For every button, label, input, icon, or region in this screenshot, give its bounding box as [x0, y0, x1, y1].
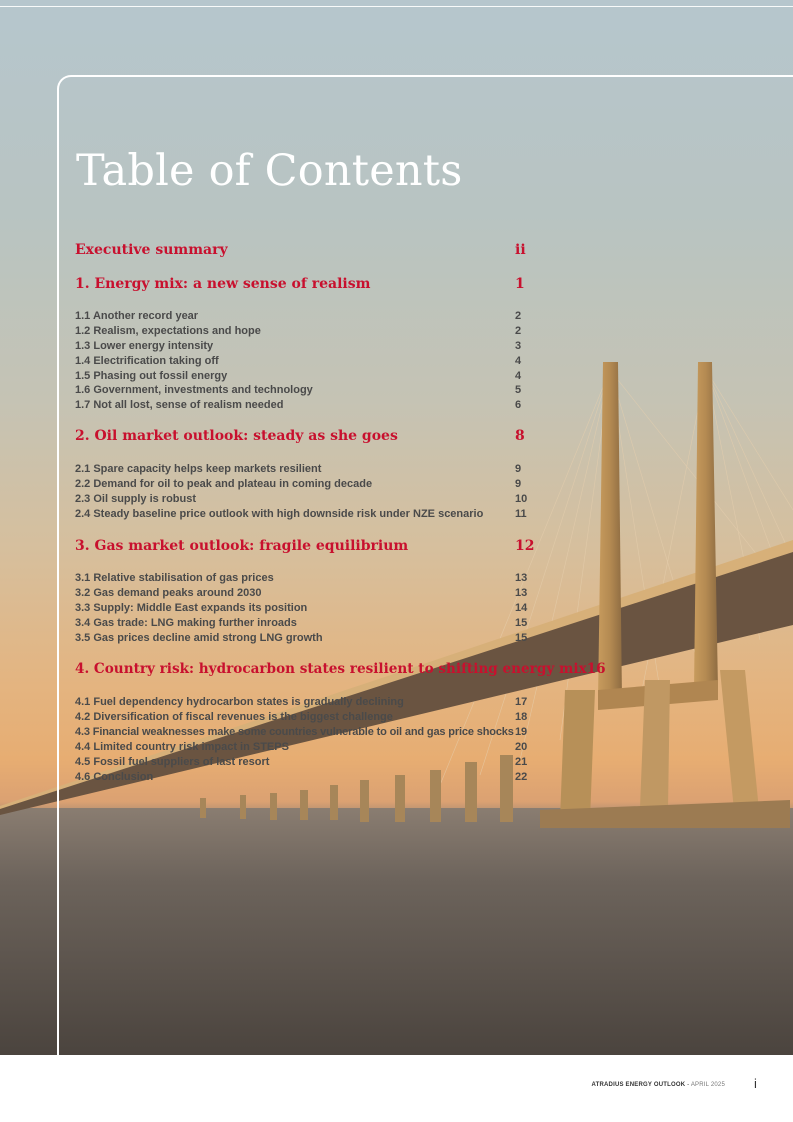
- toc-entry-label: 4.4 Limited country risk impact in STEPS: [75, 741, 289, 753]
- toc-entry-page: 4: [515, 370, 522, 382]
- toc-entry-page: 9: [515, 478, 522, 490]
- toc-entry[interactable]: [75, 478, 535, 490]
- toc-entry-label: 4.2 Diversification of fiscal revenues is the biggest challenge: [75, 711, 393, 723]
- toc-entry[interactable]: [75, 741, 535, 753]
- toc-entry-label: 3.4 Gas trade: LNG making further inroads: [75, 617, 297, 629]
- toc-entry-page: 15: [515, 617, 528, 629]
- toc-entry[interactable]: [75, 428, 535, 444]
- toc-entry[interactable]: [75, 726, 535, 738]
- toc-entry-label: 3. Gas market outlook: fragile equilibrium: [75, 538, 409, 554]
- toc-entry-label: 1.7 Not all lost, sense of realism needed: [75, 399, 284, 411]
- footer-brand: [592, 1082, 725, 1088]
- toc-entry-page: 9: [515, 463, 522, 475]
- toc-entry-page: 2: [515, 310, 522, 322]
- page-number: i: [754, 1076, 757, 1091]
- toc-entry-page: 13: [515, 572, 528, 584]
- toc-entry[interactable]: [75, 661, 606, 677]
- toc-entry-page: ii: [515, 242, 526, 258]
- toc-entry-label: 1.2 Realism, expectations and hope: [75, 325, 261, 337]
- toc-entry[interactable]: [75, 572, 535, 584]
- toc-entry-page: 15: [515, 632, 528, 644]
- toc-entry-page: 8: [515, 428, 525, 444]
- toc-entry[interactable]: [75, 242, 535, 258]
- toc-entry-label: 2.4 Steady baseline price outlook with high downside risk under NZE scenario: [75, 508, 484, 520]
- toc-entry[interactable]: [75, 696, 535, 708]
- toc-entry[interactable]: [75, 370, 535, 382]
- footer-date: APRIL 2025: [690, 1082, 725, 1088]
- toc-entry[interactable]: [75, 310, 535, 322]
- toc-entry[interactable]: [75, 463, 535, 475]
- toc-entry[interactable]: [75, 756, 535, 768]
- toc-entry-label: 2.1 Spare capacity helps keep markets resilient: [75, 463, 322, 475]
- toc-entry-label: 1.6 Government, investments and technology: [75, 384, 313, 396]
- toc-entry-label: 4.1 Fuel dependency hydrocarbon states is gradually declining: [75, 696, 404, 708]
- toc-entry-page: 14: [515, 602, 528, 614]
- toc-entry[interactable]: [75, 538, 535, 554]
- toc-entry-page: 13: [515, 587, 528, 599]
- toc-entry[interactable]: [75, 617, 535, 629]
- toc-entry-page: 1: [515, 276, 525, 292]
- toc-entry-page: 22: [515, 771, 528, 783]
- toc-entry-label: 2.2 Demand for oil to peak and plateau in coming decade: [75, 478, 373, 490]
- toc-entry-label: 1.3 Lower energy intensity: [75, 340, 214, 352]
- toc-entry-page: 17: [515, 696, 528, 708]
- toc-entry-label: 3.3 Supply: Middle East expands its position: [75, 602, 308, 614]
- toc-entry-page: 11: [515, 508, 527, 520]
- toc-entry-page: 10: [515, 493, 528, 505]
- toc-entry[interactable]: [75, 711, 535, 723]
- toc-entry-page: 4: [515, 355, 522, 367]
- toc-entry-label: 3.1 Relative stabilisation of gas prices: [75, 572, 274, 584]
- toc-entry-page: 16: [586, 661, 606, 677]
- toc-entry-page: 19: [515, 726, 527, 738]
- footer-separator: -: [685, 1082, 691, 1088]
- toc-entry[interactable]: [75, 587, 535, 599]
- toc-entry-label: Executive summary: [75, 242, 228, 258]
- toc-entry[interactable]: [75, 493, 535, 505]
- toc-entry-label: 1.1 Another record year: [75, 310, 199, 322]
- toc-entry-label: 1.4 Electrification taking off: [75, 355, 219, 367]
- toc-entry-label: 3.2 Gas demand peaks around 2030: [75, 587, 262, 599]
- toc-entry-label: 2. Oil market outlook: steady as she goes: [75, 428, 398, 444]
- toc-entry-label: 1. Energy mix: a new sense of realism: [75, 276, 371, 292]
- footer-brand-name: ATRADIUS ENERGY OUTLOOK: [591, 1082, 686, 1088]
- toc-entry[interactable]: [75, 602, 535, 614]
- toc-entry-page: 20: [515, 741, 528, 753]
- toc-entry-page: 18: [515, 711, 528, 723]
- toc-entry[interactable]: [75, 384, 535, 396]
- toc-entry-label: 1.5 Phasing out fossil energy: [75, 370, 228, 382]
- toc-entry[interactable]: [75, 399, 535, 411]
- toc-entry-page: 6: [515, 399, 522, 411]
- toc-entry[interactable]: [75, 325, 535, 337]
- toc-entry-label: 2.3 Oil supply is robust: [75, 493, 197, 505]
- toc-entry[interactable]: [75, 355, 535, 367]
- toc-entry[interactable]: [75, 340, 535, 352]
- toc-entry-page: 2: [515, 325, 522, 337]
- toc-entry-label: 4. Country risk: hydrocarbon states resilient to shifting energy mix: [75, 661, 587, 677]
- toc-entry-label: 4.3 Financial weaknesses make some countries vulnerable to oil and gas price shocks: [75, 726, 514, 738]
- toc-entry-label: 4.6 Conclusion: [75, 771, 154, 783]
- top-rule: [0, 6, 793, 7]
- toc-entry[interactable]: [75, 276, 535, 292]
- toc-entry[interactable]: [75, 771, 535, 783]
- toc-entry-page: 3: [515, 340, 522, 352]
- toc-entry-page: 5: [515, 384, 522, 396]
- toc-entry-label: 3.5 Gas prices decline amid strong LNG growth: [75, 632, 323, 644]
- toc-entry[interactable]: [75, 632, 535, 644]
- toc-entry-page: 12: [515, 538, 535, 554]
- toc-entry-label: 4.5 Fossil fuel suppliers of last resort: [75, 756, 270, 768]
- toc-entry[interactable]: [75, 508, 535, 520]
- toc-entry-page: 21: [515, 756, 528, 768]
- page-title: Table of Contents: [76, 146, 463, 196]
